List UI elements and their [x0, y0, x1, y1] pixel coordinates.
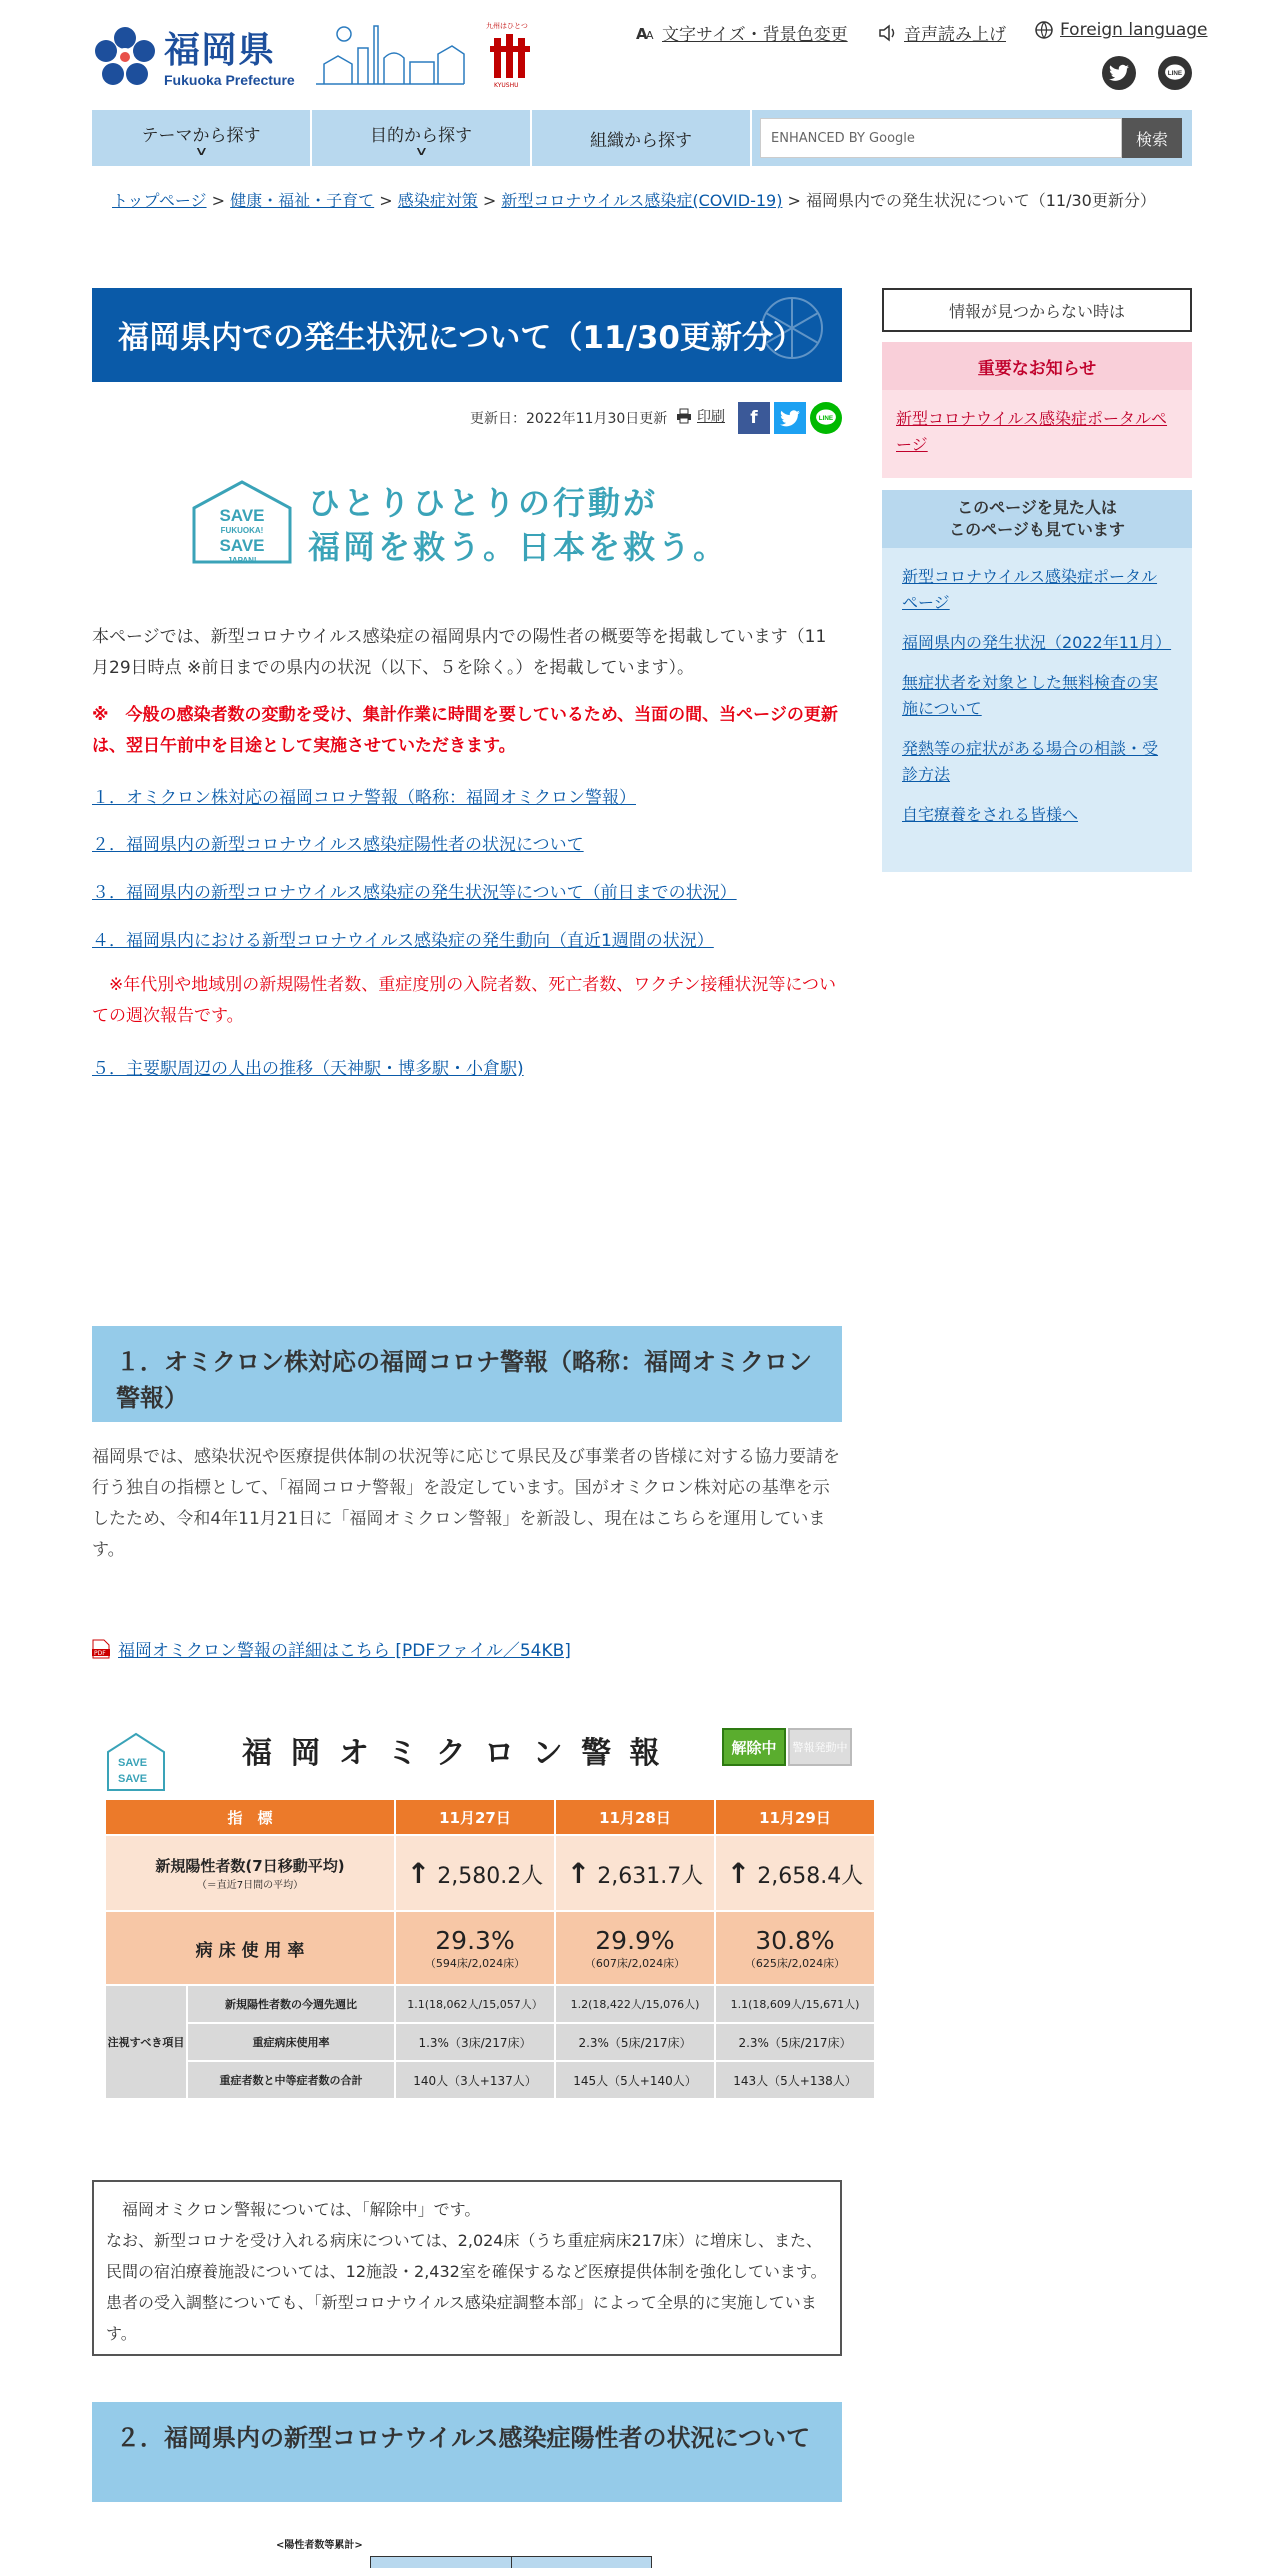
nav-purpose-label: 目的から探す — [370, 125, 472, 146]
omicron-alert-table-image — [92, 1694, 882, 2124]
logo-text[interactable]: 福岡県 — [164, 30, 276, 71]
page-title — [92, 288, 842, 382]
prefecture-logo-icon[interactable] — [94, 26, 156, 88]
table-header-date: 11月28日 — [555, 1799, 715, 1835]
also-viewed-title-1: このページを見た人は — [957, 498, 1117, 517]
voice-reading-label: 音声読み上げ — [904, 25, 1006, 45]
table-header-date: 11月27日 — [395, 1799, 555, 1835]
omicron-alert-title: 福 岡 オ ミ ク ロ ン 警 報 — [242, 1736, 664, 1771]
watch-row-value: 140人（3人+137人） — [395, 2061, 555, 2099]
toc-link-4[interactable]: ４．福岡県内における新型コロナウイルス感染症の発生動向（直近1週間の状況） — [92, 931, 714, 951]
watch-items-label: 注視すべき項目 — [105, 1985, 187, 2099]
watch-row-label: 新規陽性者数の今週先週比 — [187, 1985, 395, 2023]
watch-row-value: 1.1(18,609人/15,671人) — [715, 1985, 875, 2023]
watch-row-value: 1.2(18,422人/15,076人) — [555, 1985, 715, 2023]
svg-text:LINE: LINE — [1167, 69, 1183, 77]
printer-icon — [676, 408, 692, 424]
breadcrumb-separator: > — [477, 191, 502, 210]
toc-link-3[interactable]: ３．福岡県内の新型コロナウイルス感染症の発生状況等について（前日までの状況） — [92, 883, 737, 903]
svg-text:KYUSHU: KYUSHU — [494, 82, 519, 88]
foreign-language-label: Foreign language — [1060, 20, 1208, 40]
line-share-button[interactable] — [810, 402, 842, 434]
line-icon — [815, 409, 837, 427]
update-notice: ※ 今般の感染者数の変動を受け、集計作業に時間を要しているため、当面の間、当ページの更新は、翌日午前中を目途として実施させていただきます。 — [92, 705, 838, 756]
facebook-share-button[interactable] — [738, 402, 770, 434]
watch-row-value: 2.3%（5床/217床） — [555, 2023, 715, 2061]
also-viewed-title — [882, 490, 1192, 548]
help-button[interactable]: 情報が見つからない時は — [882, 288, 1192, 332]
pdf-icon — [92, 1639, 110, 1659]
nav-organization-label: 組織から探す — [590, 130, 692, 151]
banner-logo-save2: SAVE — [219, 536, 265, 555]
nav-theme-label: テーマから探す — [141, 125, 261, 146]
also-viewed-title-2: このページも見ています — [949, 520, 1125, 539]
foreign-language-link[interactable] — [1034, 20, 1208, 40]
watch-row-value: 143人（5人+138人） — [715, 2061, 875, 2099]
new-cases-value: 2,658.4人 — [757, 1863, 864, 1889]
site-search-input[interactable]: ENHANCED BY Google — [760, 118, 1122, 158]
svg-text:九州はひとつ: 九州はひとつ — [486, 22, 528, 30]
toc-link-2[interactable]: ２．福岡県内の新型コロナウイルス感染症陽性者の状況について — [92, 835, 584, 855]
nav-organization[interactable] — [532, 110, 752, 166]
watch-row-value: 1.3%（3床/217床） — [395, 2023, 555, 2061]
page-title-text: 福岡県内での発生状況について（11/30更新分） — [118, 320, 804, 356]
breadcrumb-separator: > — [374, 191, 398, 210]
important-notice-title: 重要なお知らせ — [882, 342, 1192, 390]
bed-usage-sub: （594床/2,024床） — [424, 1956, 526, 1970]
arrow-up-icon: ↑ — [566, 1856, 591, 1890]
omicron-pdf-link[interactable] — [92, 1636, 571, 1661]
banner-line2: 福岡を救う。日本を救う。 — [308, 528, 729, 566]
print-label: 印刷 — [697, 409, 725, 425]
twitter-icon — [780, 410, 800, 427]
alert-notice-box — [92, 2180, 842, 2356]
bed-usage-value: 29.3% — [435, 1925, 515, 1955]
save-fukuoka-logo-icon — [104, 1730, 168, 1792]
svg-text:SAVE: SAVE — [118, 1773, 148, 1785]
arrow-up-icon: ↑ — [406, 1856, 431, 1890]
facebook-icon: f — [750, 408, 758, 428]
section-1-heading: １．オミクロン株対応の福岡コロナ警報（略称：福岡オミクロン警報） — [92, 1326, 842, 1422]
also-viewed-link[interactable]: 自宅療養をされる皆様へ — [902, 805, 1079, 824]
breadcrumb-separator: > — [782, 191, 807, 210]
omicron-pdf-label: 福岡オミクロン警報の詳細はこちら [PDFファイル／54KB] — [118, 1641, 571, 1661]
row-new-cases-label: 新規陽性者数(7日移動平均) — [155, 1857, 345, 1875]
breadcrumb-current: 福岡県内での発生状況について（11/30更新分） — [806, 191, 1156, 210]
banner-logo-japan: JAPAN! — [227, 556, 257, 565]
banner-logo-save: SAVE — [219, 506, 265, 525]
twitter-share-button[interactable] — [774, 402, 806, 434]
globe-icon — [1034, 20, 1054, 40]
voice-reading-link[interactable] — [878, 20, 1006, 45]
search-button[interactable]: 検索 — [1122, 118, 1182, 158]
breadcrumb-covid[interactable]: 新型コロナウイルス感染症(COVID-19) — [501, 191, 783, 210]
global-nav — [92, 110, 1192, 166]
nav-purpose[interactable] — [312, 110, 532, 166]
save-fukuoka-banner — [190, 470, 750, 570]
bed-usage-sub: （607床/2,024床） — [584, 1956, 686, 1970]
speaker-icon — [878, 23, 898, 43]
alert-notice-text: 福岡オミクロン警報については、「解除中」です。 なお、新型コロナを受け入れる病床については、2,024床（うち重症病床217床）に増床し、また、民間の宿泊療養施設については、12施設・2,432室を確保するなど医療提供体制を強化しています。患者の受入調整についても、「新型コロナウイルス感染症調整本部」によって全県的に実施しています。 — [106, 2200, 827, 2343]
cumulative-table-stub — [370, 2556, 652, 2568]
breadcrumb — [112, 188, 1182, 214]
section-2-heading: ２．福岡県内の新型コロナウイルス感染症陽性者の状況について — [92, 2402, 842, 2502]
also-viewed-link[interactable]: 発熱等の症状がある場合の相談・受診方法 — [902, 739, 1159, 784]
also-viewed-link[interactable]: 福岡県内の発生状況（2022年11月） — [902, 633, 1172, 652]
text-size-label: 文字サイズ・背景色変更 — [662, 25, 848, 45]
alert-status-active: 警報発動中 — [788, 1728, 852, 1766]
twitter-header-button[interactable] — [1102, 56, 1136, 90]
arrow-up-icon: ↑ — [726, 1856, 751, 1890]
toc-note: ※年代別や地域別の新規陽性者数、重症度別の入院者数、死亡者数、ワクチン接種状況等についての週次報告です。 — [92, 975, 837, 1026]
table-header-date: 11月29日 — [715, 1799, 875, 1835]
header-illustration-icon — [314, 18, 554, 88]
breadcrumb-separator: > — [206, 191, 231, 210]
alert-status-lifted: 解除中 — [722, 1728, 786, 1766]
text-size-link[interactable] — [636, 20, 848, 45]
watch-row-label: 重症者数と中等症者数の合計 — [187, 2061, 395, 2099]
watch-row-label: 重症病床使用率 — [187, 2023, 395, 2061]
section-1-body: 福岡県では、感染状況や医療提供体制の状況等に応じて県民及び事業者の皆様に対する協力要請を行う独自の指標として、「福岡コロナ警報」を設定しています。国がオミクロン株対応の基準を示したため、令和4年11月21日に「福岡オミクロン警報」を新設し、現在はこちらを運用しています。 — [92, 1447, 840, 1560]
watch-row-value: 2.3%（5床/217床） — [715, 2023, 875, 2061]
omicron-indicator-table — [104, 1798, 876, 2100]
new-cases-value: 2,580.2人 — [437, 1863, 544, 1889]
table-header-indicator: 指 標 — [105, 1799, 395, 1835]
important-notice-link[interactable]: 新型コロナウイルス感染症ポータルページ — [896, 409, 1168, 454]
banner-line1: ひとりひとりの行動が — [308, 484, 659, 522]
text-size-icon — [636, 23, 656, 43]
breadcrumb-infection[interactable]: 感染症対策 — [397, 191, 478, 210]
section-2-caption: <陽性者数等累計> — [276, 2540, 363, 2551]
bed-usage-value: 29.9% — [595, 1925, 675, 1955]
toc-link-1[interactable]: １．オミクロン株対応の福岡コロナ警報（略称：福岡オミクロン警報） — [92, 788, 636, 808]
new-cases-value: 2,631.7人 — [597, 1863, 704, 1889]
row-bed-usage-label: 病 床 使 用 率 — [105, 1911, 395, 1985]
twitter-icon — [1109, 64, 1129, 82]
intro-text: 本ページでは、新型コロナウイルス感染症の福岡県内での陽性者の概要等を掲載しています（11月29日時点 ※前日までの県内の状況（以下、５を除く。）を掲載しています）。 — [92, 627, 827, 678]
snowflake-decoration-icon — [722, 288, 832, 382]
also-viewed-link[interactable]: 無症状者を対象とした無料検査の実施について — [902, 673, 1159, 718]
line-header-button[interactable] — [1158, 56, 1192, 90]
line-icon — [1164, 64, 1186, 82]
logo-subtext[interactable]: Fukuoka Prefecture — [164, 72, 295, 88]
svg-text:PDF: PDF — [94, 1649, 106, 1657]
also-viewed-link[interactable]: 新型コロナウイルス感染症ポータルページ — [902, 567, 1158, 612]
chevron-down-icon: ∨ — [413, 143, 429, 158]
bed-usage-sub: （625床/2,024床） — [744, 1956, 846, 1970]
print-link[interactable] — [676, 406, 725, 426]
svg-text:A: A — [636, 24, 648, 43]
svg-text:SAVE: SAVE — [118, 1757, 148, 1769]
bed-usage-value: 30.8% — [755, 1925, 835, 1955]
watch-row-value: 145人（5人+140人） — [555, 2061, 715, 2099]
banner-logo-fukuoka: FUKUOKA! — [220, 526, 264, 535]
breadcrumb-health[interactable]: 健康・福祉・子育て — [230, 191, 375, 210]
toc-link-5[interactable]: ５．主要駅周辺の人出の推移（天神駅・博多駅・小倉駅) — [92, 1059, 524, 1079]
watch-row-value: 1.1(18,062人/15,057人） — [395, 1985, 555, 2023]
svg-text:A: A — [646, 28, 654, 42]
svg-text:LINE: LINE — [818, 414, 834, 422]
updated-date: 更新日：2022年11月30日更新 — [470, 411, 668, 427]
nav-theme[interactable] — [92, 110, 312, 166]
breadcrumb-top[interactable]: トップページ — [112, 191, 207, 210]
important-notice-panel — [882, 342, 1192, 478]
row-new-cases-sublabel: （＝直近7日間の平均） — [196, 1880, 304, 1891]
chevron-down-icon: ∨ — [193, 143, 209, 158]
also-viewed-panel — [882, 490, 1192, 872]
